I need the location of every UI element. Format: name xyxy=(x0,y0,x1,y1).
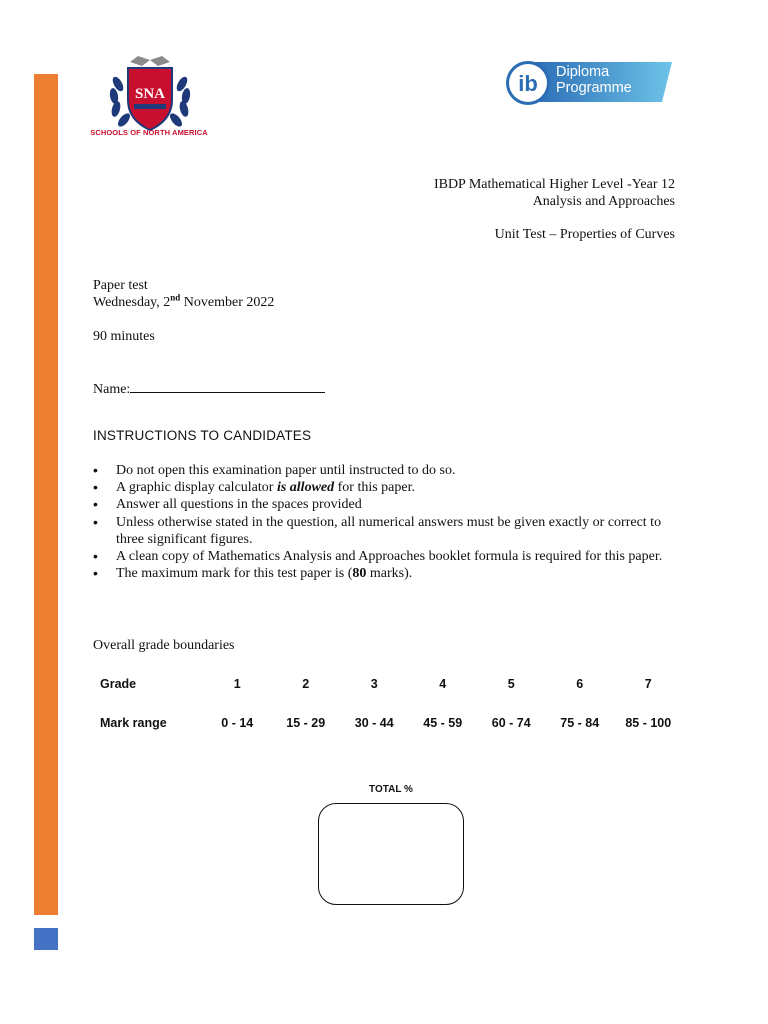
list-item: • Unless otherwise stated in the question, all numerical answers must be given exactly or correct to three significant figures. xyxy=(93,514,673,548)
mark-range-cell: 45 - 59 xyxy=(423,715,463,730)
grade-cell: 1 xyxy=(233,676,241,691)
course-title: IBDP Mathematical Higher Level -Year 12 xyxy=(433,177,675,192)
list-item: • A graphic display calculator is allowed for this paper. xyxy=(93,479,673,496)
date-month-year: November 2022 xyxy=(180,295,275,310)
side-accent-bar xyxy=(34,74,58,915)
grade-boundaries-title: Overall grade boundaries xyxy=(93,638,235,653)
list-item: • A clean copy of Mathematics Analysis and Approaches booklet formula is required for this paper. xyxy=(93,548,673,565)
unit-test-title: Unit Test – Properties of Curves xyxy=(494,227,675,242)
total-percent-box[interactable] xyxy=(318,803,464,905)
list-item: • Do not open this examination paper until instructed to do so. xyxy=(93,462,673,479)
grade-cell: 7 xyxy=(644,676,652,691)
mark-range-cell: 85 - 100 xyxy=(625,715,672,730)
ib-programme-text xyxy=(556,64,632,96)
table-row xyxy=(93,664,683,703)
sna-caption: SCHOOLS OF NORTH AMERICA xyxy=(90,128,208,137)
mark-range-cell: 60 - 74 xyxy=(491,715,531,730)
course-header xyxy=(434,176,675,243)
total-percent-label: TOTAL % xyxy=(369,784,413,795)
instructions-title: INSTRUCTIONS TO CANDIDATES xyxy=(93,428,312,443)
list-item: • Answer all questions in the spaces provided xyxy=(93,496,673,513)
grade-cell: 2 xyxy=(302,676,310,691)
paper-duration: 90 minutes xyxy=(93,329,155,344)
mark-range-label: Mark range xyxy=(100,715,167,730)
grade-label: Grade xyxy=(100,676,137,691)
ib-line-diploma: Diploma xyxy=(556,64,610,80)
footer-accent-square xyxy=(34,928,58,950)
name-underline[interactable] xyxy=(130,378,325,393)
name-label: Name: xyxy=(93,382,131,397)
grade-cell: 5 xyxy=(507,676,515,691)
paper-type: Paper test xyxy=(93,278,148,293)
calculator-allowed-emphasis: is allowed xyxy=(276,480,335,496)
ib-mark: ib xyxy=(518,71,538,96)
date-suffix: nd xyxy=(170,292,181,303)
list-item: • The maximum mark for this test paper is (80 marks). xyxy=(93,565,673,582)
ib-line-programme: Programme xyxy=(556,80,632,96)
mark-range-cell: 15 - 29 xyxy=(286,715,326,730)
sna-monogram: SNA xyxy=(134,86,166,102)
grade-cell: 4 xyxy=(439,676,447,691)
max-mark-value: 80 xyxy=(352,566,367,582)
mark-range-cell: 0 - 14 xyxy=(221,715,254,730)
name-field[interactable] xyxy=(93,378,325,398)
paper-date xyxy=(93,294,274,311)
date-day: Wednesday, 2 xyxy=(93,295,171,310)
instructions-list xyxy=(93,462,673,582)
grade-cell: 3 xyxy=(370,676,378,691)
grade-cell: 6 xyxy=(576,676,584,691)
table-row xyxy=(93,703,683,742)
grade-boundaries-table xyxy=(93,664,683,742)
mark-range-cell: 75 - 84 xyxy=(560,715,600,730)
course-subtitle: Analysis and Approaches xyxy=(532,194,675,209)
mark-range-cell: 30 - 44 xyxy=(354,715,394,730)
